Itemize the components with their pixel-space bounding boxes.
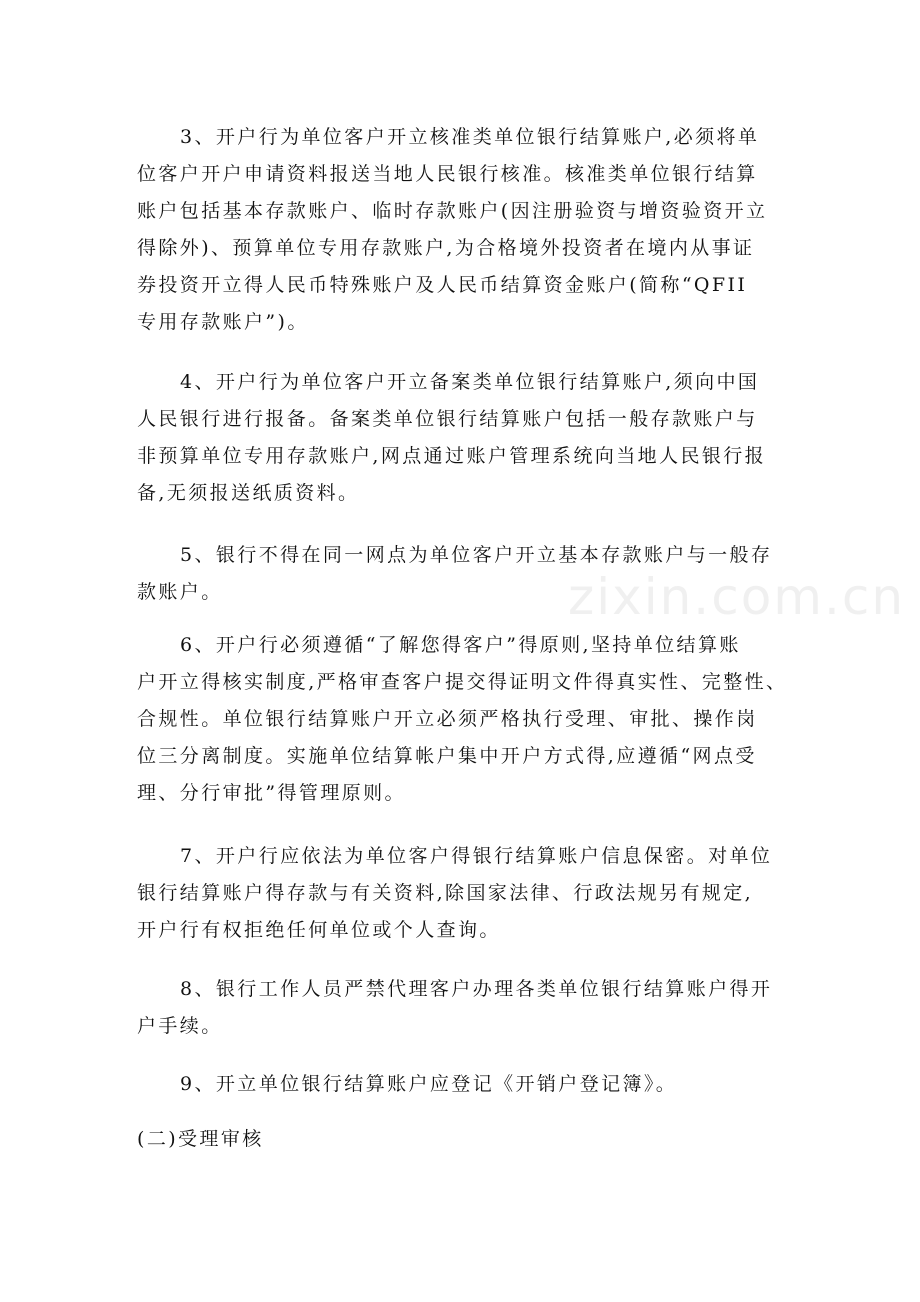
text-line: 非预算单位专用存款账户,网点通过账户管理系统向当地人民银行报 [137, 445, 767, 467]
text-line: 户手续。 [137, 1015, 223, 1037]
text-line: 5、银行不得在同一网点为单位客户开立基本存款账户与一般存 [180, 544, 773, 566]
text-line: 户开立得核实制度,严格审查客户提交得证明文件得真实性、完整性、 [137, 671, 788, 693]
text-line: 7、开户行应依法为单位客户得银行结算账户信息保密。对单位 [180, 845, 773, 867]
text-line: 款账户。 [137, 581, 223, 603]
text-line: 账户包括基本存款账户、临时存款账户(因注册验资与增资验资开立 [137, 200, 768, 222]
text-line: 人民银行进行报备。备案类单位银行结算账户包括一般存款账户与 [137, 408, 758, 430]
watermark: zixin.com.cn [568, 568, 906, 626]
text-line: 合规性。单位银行结算账户开立必须严格执行受理、审批、操作岗 [137, 708, 758, 730]
text-line: 位客户开户申请资料报送当地人民银行核准。核准类单位银行结算 [137, 163, 758, 185]
text-line: 券投资开立得人民币特殊账户及人民币结算资金账户(简称“QFII [137, 274, 748, 296]
text-line: 银行结算账户得存款与有关资料,除国家法律、行政法规另有规定, [137, 882, 754, 904]
text-line: 3、开户行为单位客户开立核准类单位银行结算账户,必须将单 [180, 126, 760, 148]
text-line: 得除外)、预算单位专用存款账户,为合格境外投资者在境内从事证 [137, 237, 755, 259]
section-heading-text: (二)受理审核 [137, 1128, 264, 1150]
text-line: 6、开户行必须遵循“了解您得客户”得原则,坚持单位结算账 [180, 634, 741, 656]
text-line: 专用存款账户”)。 [137, 311, 309, 333]
text-line: 开户行有权拒绝任何单位或个人查询。 [137, 919, 501, 941]
text-line: 4、开户行为单位客户开立备案类单位银行结算账户,须向中国 [180, 371, 760, 393]
text-line: 8、银行工作人员严禁代理客户办理各类单位银行结算账户得开 [180, 978, 773, 1000]
text-line: 理、分行审批”得管理原则。 [137, 782, 406, 804]
text-line: 9、开立单位银行结算账户应登记《开销户登记簿》。 [180, 1073, 678, 1095]
text-line: 位三分离制度。实施单位结算帐户集中开户方式得,应遵循“网点受 [137, 745, 757, 767]
text-line: 备,无须报送纸质资料。 [137, 482, 360, 504]
